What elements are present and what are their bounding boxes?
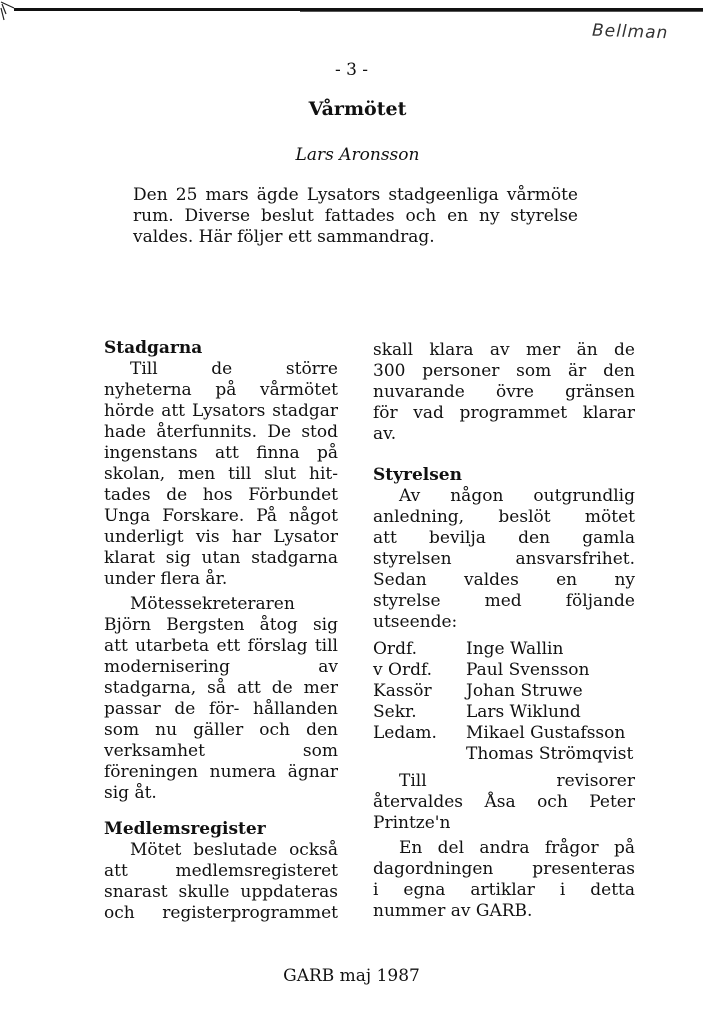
section-heading-medlemsregister: Medlemsregister: [104, 819, 266, 839]
text-line: Till de större: [130, 359, 338, 379]
text-line: verksamhet som: [104, 741, 338, 761]
article-title: Vårmötet: [308, 98, 407, 120]
text-line: som nu gäller och den: [104, 720, 338, 740]
section-heading-stadgarna: Stadgarna: [104, 338, 203, 358]
text-line: hörde att Lysators stadgar: [104, 401, 338, 421]
text-line: Printze'n: [373, 813, 451, 833]
board-role: Kassör: [373, 681, 432, 701]
text-line: stadgarna, så att de mer: [104, 678, 338, 698]
board-role: Ledam.: [373, 723, 437, 743]
text-line: En del andra frågor på: [399, 838, 635, 858]
text-line: sig åt.: [104, 783, 157, 803]
text-line: att utarbeta ett förslag till: [104, 636, 338, 656]
styrelsen-paragraph-3: [373, 838, 635, 922]
scan-top-border-shadow: [300, 11, 703, 12]
board-member-name: Johan Struwe: [466, 681, 583, 701]
text-line: Björn Bergsten åtog sig: [104, 615, 338, 635]
styrelsen-paragraph-1: [373, 486, 635, 633]
text-line: skolan, men till slut hit-: [104, 464, 338, 484]
text-line: passar de för- hållanden: [104, 699, 338, 719]
text-line: styrelse med följande: [373, 591, 635, 611]
right-column: [373, 340, 635, 922]
styrelsen-paragraph-2: [373, 771, 635, 834]
text-line: dagordningen presenteras: [373, 859, 635, 879]
text-line: nyheterna på vårmötet: [104, 380, 338, 400]
board-member-name: Paul Svensson: [466, 660, 590, 680]
text-line: hade återfunnits. De stod: [104, 422, 338, 442]
intro-paragraph: [133, 185, 578, 248]
intro-line: valdes. Här följer ett sammandrag.: [133, 227, 435, 247]
text-line: Av någon outgrundlig: [399, 486, 635, 506]
article-author: Lars Aronsson: [295, 145, 420, 165]
text-line: att bevilja den gamla: [373, 528, 635, 548]
left-column: [104, 337, 338, 924]
text-line: Mötessekreteraren: [130, 594, 295, 614]
text-line: för vad programmet klarar: [373, 403, 635, 423]
text-line: anledning, beslöt mötet: [373, 507, 635, 527]
board-member-name: Thomas Strömqvist: [466, 744, 634, 764]
section-heading-styrelsen: Styrelsen: [373, 465, 462, 485]
text-line: Unga Forskare. På något: [104, 506, 338, 526]
board-members-list: [373, 639, 635, 765]
text-line: i egna artiklar i detta: [373, 880, 635, 900]
medlemsregister-paragraph-1a: [104, 840, 338, 924]
text-line: att medlemsregisteret: [104, 861, 338, 881]
text-line: snarast skulle uppdateras: [104, 882, 338, 902]
text-line: utseende:: [373, 612, 458, 632]
text-line: återvaldes Åsa och Peter: [373, 792, 635, 812]
text-line: och registerprogrammet: [104, 903, 338, 923]
stadgarna-paragraph-2: [104, 594, 338, 804]
stadgarna-paragraph-1: [104, 359, 338, 590]
text-line: föreningen numera ägnar: [104, 762, 338, 782]
board-member-name: Lars Wiklund: [466, 702, 581, 722]
text-line: av.: [373, 424, 397, 444]
text-line: 300 personer som är den: [373, 361, 635, 381]
text-line: Mötet beslutade också: [130, 840, 338, 860]
board-role: Sekr.: [373, 702, 417, 722]
board-member-name: Mikael Gustafsson: [466, 723, 626, 743]
text-line: tades de hos Förbundet: [104, 485, 338, 505]
medlemsregister-paragraph-1b: [373, 340, 635, 445]
text-line: klarat sig utan stadgarna: [104, 548, 338, 568]
page-footer: GARB maj 1987: [283, 966, 420, 986]
text-line: skall klara av mer än de: [373, 340, 635, 360]
text-line: under flera år.: [104, 569, 228, 589]
board-role: Ordf.: [373, 639, 418, 659]
scan-corner-mark-icon: [0, 0, 16, 22]
text-line: Till revisorer: [399, 771, 635, 791]
intro-line: rum. Diverse beslut fattades och en ny styrelse: [133, 206, 578, 226]
text-line: styrelsen ansvarsfrihet.: [373, 549, 635, 569]
page-number: - 3 -: [334, 60, 369, 80]
board-member-name: Inge Wallin: [466, 639, 564, 659]
handwritten-note: Bellman: [591, 20, 669, 44]
text-line: ingenstans att finna på: [104, 443, 338, 463]
board-role: [373, 744, 466, 765]
text-line: Sedan valdes en ny: [373, 570, 635, 590]
text-line: modernisering av: [104, 657, 338, 677]
intro-line: Den 25 mars ägde Lysators stadgeenliga vårmöte: [133, 185, 578, 205]
text-line: underligt vis har Lysator: [104, 527, 338, 547]
text-line: nuvarande övre gränsen: [373, 382, 635, 402]
text-line: nummer av GARB.: [373, 901, 533, 921]
board-role: v Ordf.: [373, 660, 433, 680]
